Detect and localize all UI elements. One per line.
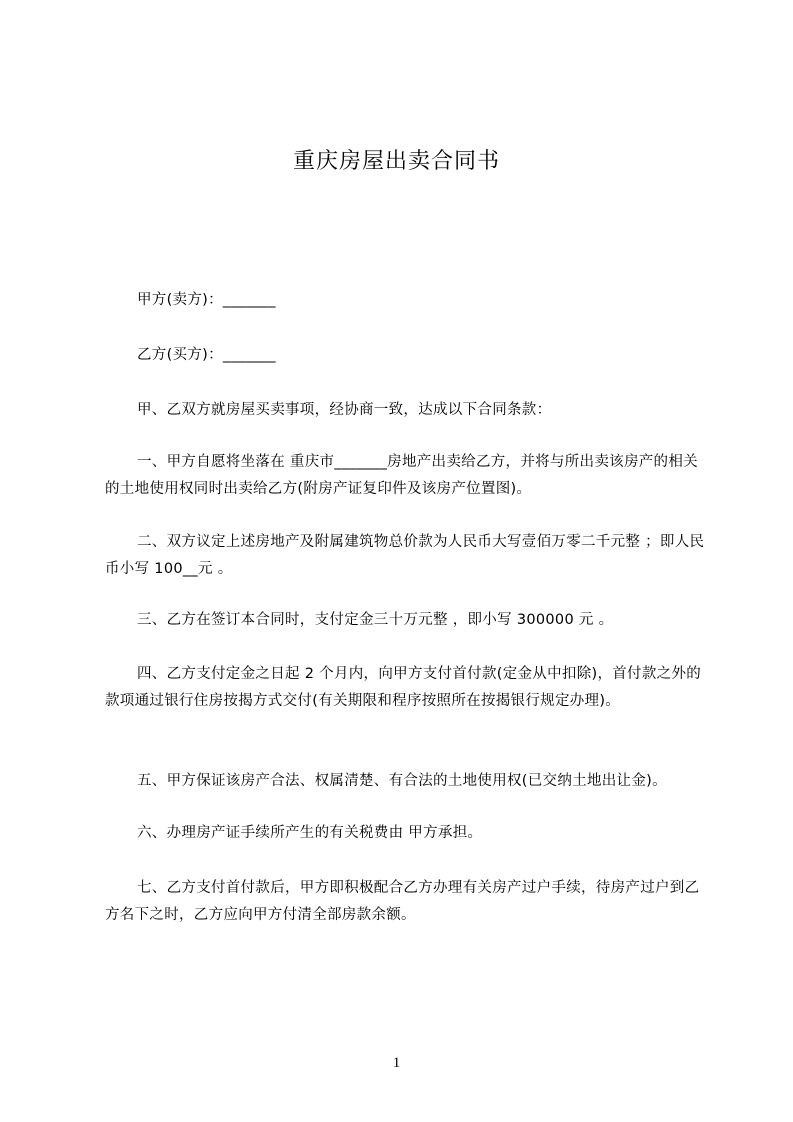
party-b-line: 乙方(买方)：_______ <box>137 347 276 363</box>
document-title: 重庆房屋出卖合同书 <box>292 149 500 174</box>
clause-6: 六、办理房产证手续所产生的有关税费由 甲方承担。 <box>137 825 483 841</box>
clause-3: 三、乙方在签订本合同时，支付定金三十万元整 ，即小写 300000 元 。 <box>137 612 614 628</box>
clause-4: 四、乙方支付定金之日起 2 个月内，向甲方支付首付款(定金从中扣除)，首付款之外的款项通过银行住房按揭方式交付(有关期限和程序按照所在按揭银行规定办理)。 <box>105 666 702 709</box>
page-number: 1 <box>392 1055 401 1071</box>
clause-7: 七、乙方支付首付款后，甲方即积极配合乙方办理有关房产过户手续，待房产过户到乙方名下之时，乙方应向甲方付清全部房款余额。 <box>105 880 700 923</box>
clause-5: 五、甲方保证该房产合法、权属清楚、有合法的土地使用权(已交纳土地出让金)。 <box>137 773 667 789</box>
clause-2: 二、双方议定上述房地产及附属建筑物总价款为人民币大写壹佰万零二千元整 ；即人民币小写 100__元 。 <box>105 534 705 577</box>
clause-1: 一、甲方自愿将坐落在 重庆市_______房地产出卖给乙方，并将与所出卖该房产的相关的土地使用权同时出卖给乙方(附房产证复印件及该房产位置图)。 <box>105 454 698 497</box>
party-a-line: 甲方(卖方)：_______ <box>137 292 276 308</box>
intro-paragraph: 甲、乙双方就房屋买卖事项，经协商一致，达成以下合同条款： <box>137 402 552 418</box>
